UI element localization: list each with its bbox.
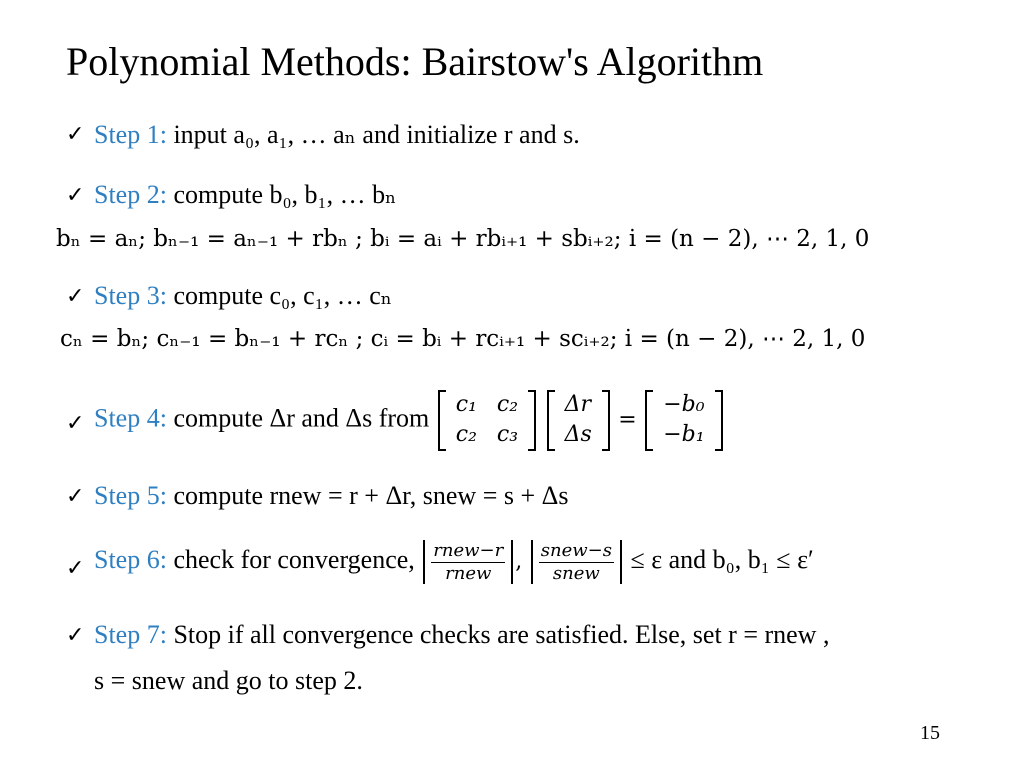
step-7-text-line1: Stop if all convergence checks are satisfied. Else, set r = rnew , xyxy=(173,620,830,649)
checkmark-icon: ✓ xyxy=(66,556,85,581)
step-7-continued: s = snew and go to step 2. xyxy=(94,666,363,695)
step-1 xyxy=(94,119,580,150)
step-3-equation: cₙ = bₙ; cₙ₋₁ = bₙ₋₁ + rcₙ ; cᵢ = bᵢ + rcᵢ₊₁ + scᵢ₊₂; i = (n − 2), ⋯ 2, 1, 0 xyxy=(60,326,866,352)
convergence-condition: ≤ ε and b₀, b₁ ≤ ε′ xyxy=(630,545,814,575)
fraction-numerator: snew−s xyxy=(540,540,612,561)
step-4-label: Step 4: xyxy=(94,403,167,433)
step-2 xyxy=(94,179,396,210)
checkmark-icon: ✓ xyxy=(66,122,85,147)
step-1-text: input a₀, a₁, … aₙ and initialize r and s. xyxy=(173,120,580,149)
step-2-text: compute b₀, b₁, … bₙ xyxy=(173,180,397,209)
rhs-vector xyxy=(645,390,722,451)
matrix-cell: c₁ xyxy=(455,392,477,417)
step-5-text: compute rnew = r + Δr, snew = s + Δs xyxy=(173,481,569,510)
step-6 xyxy=(94,540,814,584)
step-3 xyxy=(94,280,392,311)
step-5-label: Step 5: xyxy=(94,481,167,510)
slide-title: Polynomial Methods: Bairstow's Algorithm xyxy=(66,39,764,84)
vector-cell: −b₀ xyxy=(663,392,705,417)
abs-s-fraction xyxy=(531,540,622,584)
step-4 xyxy=(94,390,725,451)
checkmark-icon: ✓ xyxy=(66,284,85,309)
checkmark-icon: ✓ xyxy=(66,484,85,509)
fraction-denominator: snew xyxy=(552,562,600,584)
matrix-cell: c₃ xyxy=(496,422,519,448)
abs-r-fraction xyxy=(423,540,513,584)
matrix-cell: c₂ xyxy=(496,392,519,417)
step-1-label: Step 1: xyxy=(94,120,167,149)
vector-cell: Δr xyxy=(564,392,591,417)
step-2-label: Step 2: xyxy=(94,180,167,209)
step-6-text: check for convergence, xyxy=(173,545,415,575)
fraction-denominator: rnew xyxy=(445,562,492,584)
checkmark-icon: ✓ xyxy=(66,411,85,436)
step-7 xyxy=(94,619,829,650)
equals-sign: = xyxy=(618,407,637,433)
step-3-label: Step 3: xyxy=(94,281,167,310)
step-7-label: Step 7: xyxy=(94,620,167,649)
step-4-text: compute Δr and Δs from xyxy=(173,403,430,433)
checkmark-icon: ✓ xyxy=(66,183,85,208)
coefficient-matrix xyxy=(438,390,536,451)
checkmark-icon: ✓ xyxy=(66,623,85,648)
comma: , xyxy=(515,549,523,575)
matrix-cell: c₂ xyxy=(455,422,477,448)
step-3-text: compute c₀, c₁, … cₙ xyxy=(173,281,392,310)
vector-cell: −b₁ xyxy=(663,422,705,448)
step-6-label: Step 6: xyxy=(94,545,167,575)
step-2-equation: bₙ = aₙ; bₙ₋₁ = aₙ₋₁ + rbₙ ; bᵢ = aᵢ + rbᵢ₊₁ + sbᵢ₊₂; i = (n − 2), ⋯ 2, 1, 0 xyxy=(56,226,870,252)
unknown-vector xyxy=(547,390,610,451)
vector-cell: Δs xyxy=(564,422,592,448)
page-number: 15 xyxy=(920,722,940,744)
fraction-numerator: rnew−r xyxy=(433,540,504,561)
step-5 xyxy=(94,480,569,511)
